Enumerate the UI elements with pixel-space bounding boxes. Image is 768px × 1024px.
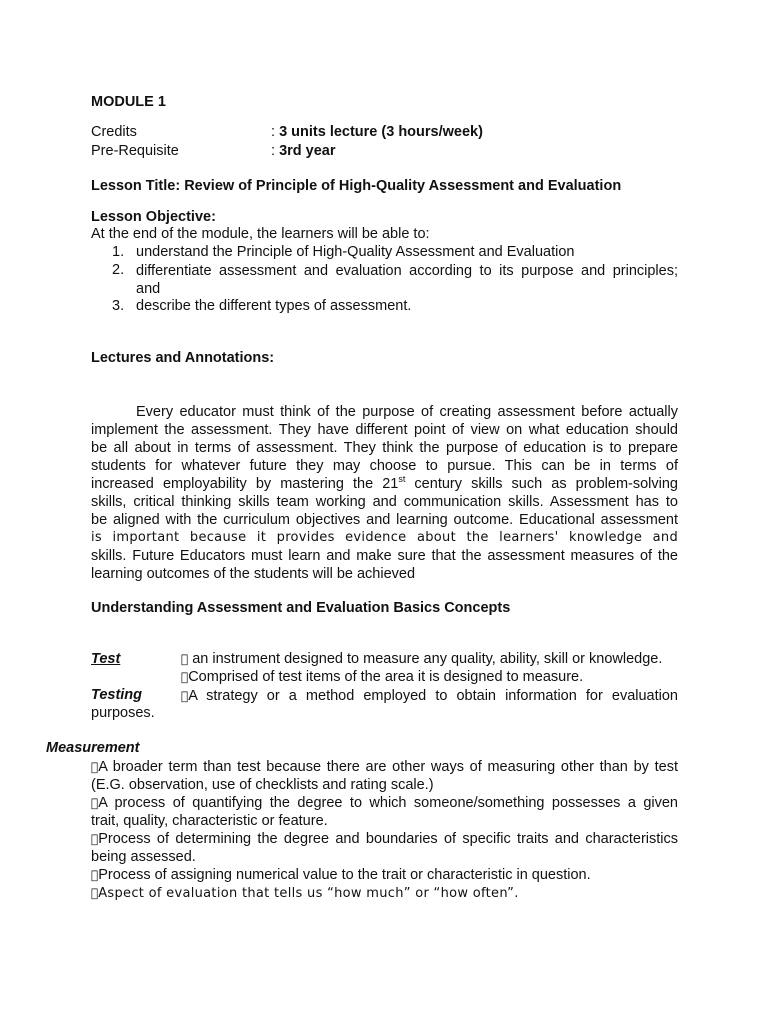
- objective-item-text: describe the different types of assessment.: [136, 298, 412, 314]
- module-title: MODULE 1: [91, 94, 166, 110]
- basics-heading: Understanding Assessment and Evaluation Basics Concepts: [91, 600, 511, 616]
- credits-separator: :: [271, 124, 280, 140]
- test-definition-1: an instrument designed to measure any quality, ability, skill or knowledge.: [181, 651, 652, 667]
- test-term: Test: [91, 651, 121, 667]
- prerequisite-separator: :: [271, 143, 280, 159]
- testing-definition: A strategy or a method employed to obtain information for evaluation: [181, 688, 678, 704]
- lesson-title: Lesson Title: Review of Principle of High-Quality Assessment and Evaluation: [91, 178, 622, 194]
- objective-intro: At the end of the module, the learners will be able to:: [91, 226, 430, 242]
- credits-label: Credits: [91, 124, 137, 140]
- credits-value-row: [271, 124, 483, 140]
- credits-value: 3 units lecture (3 hours/week): [279, 124, 483, 140]
- objective-item-number: 1.: [112, 244, 125, 260]
- lectures-heading: Lectures and Annotations:: [91, 350, 275, 366]
- objective-item-number: 2.: [112, 262, 125, 278]
- objective-item-number: 3.: [112, 298, 125, 314]
- objective-item-text: understand the Principle of High-Quality Assessment and Evaluation: [136, 244, 575, 260]
- prerequisite-label: Pre-Requisite: [91, 143, 179, 159]
- test-definition-2: Comprised of test items of the area it is designed to measure.: [181, 669, 576, 685]
- testing-definition-cont: purposes.: [91, 705, 155, 721]
- prerequisite-value: 3rd year: [279, 143, 336, 159]
- paragraph-line-with-superscript: increased employability by mastering the 21st century skills such as problem-solving: [91, 474, 679, 492]
- objective-item-text: differentiate assessment and evaluation according to its purpose and principles; and: [136, 263, 678, 297]
- measurement-term: Measurement: [46, 740, 140, 756]
- prerequisite-value-row: [271, 143, 336, 159]
- measurement-definitions: A broader term than test because there are other ways of measuring other than by test (E.G. observation, use of checklists and rating scale.) A process of quantifying the degree to which someone/something possesses a given trait, quality, characteristic or feature. Process of determining the degree and boundaries of specific traits and characteristics being assessed. Process of assigning numerical value to the trait or characteristic in question. Aspect of evaluation that tells us “how much” or “how often”.: [91, 759, 678, 901]
- objective-heading: Lesson Objective:: [91, 209, 216, 225]
- testing-term: Testing: [91, 687, 143, 703]
- lecture-paragraph: Every educator must think of the purpose of creating assessment before actually implement the assessment. They have different point of view on what education should be all about in terms of assessment. They think the purpose of education is to prepare students for whatever future they may choose to pursue. This can be in terms of increased employability by mastering the 21st century skills such as problem-solving skills, critical thinking skills team working and communication skills. Assessment has to be aligned with the curriculum objectives and learning outcome. Educational assessment is important because it provides evidence about the learners' knowledge and skills. Future Educators must learn and make sure that the assessment measures of the learning outcomes of the students will be achieved: [91, 404, 679, 582]
